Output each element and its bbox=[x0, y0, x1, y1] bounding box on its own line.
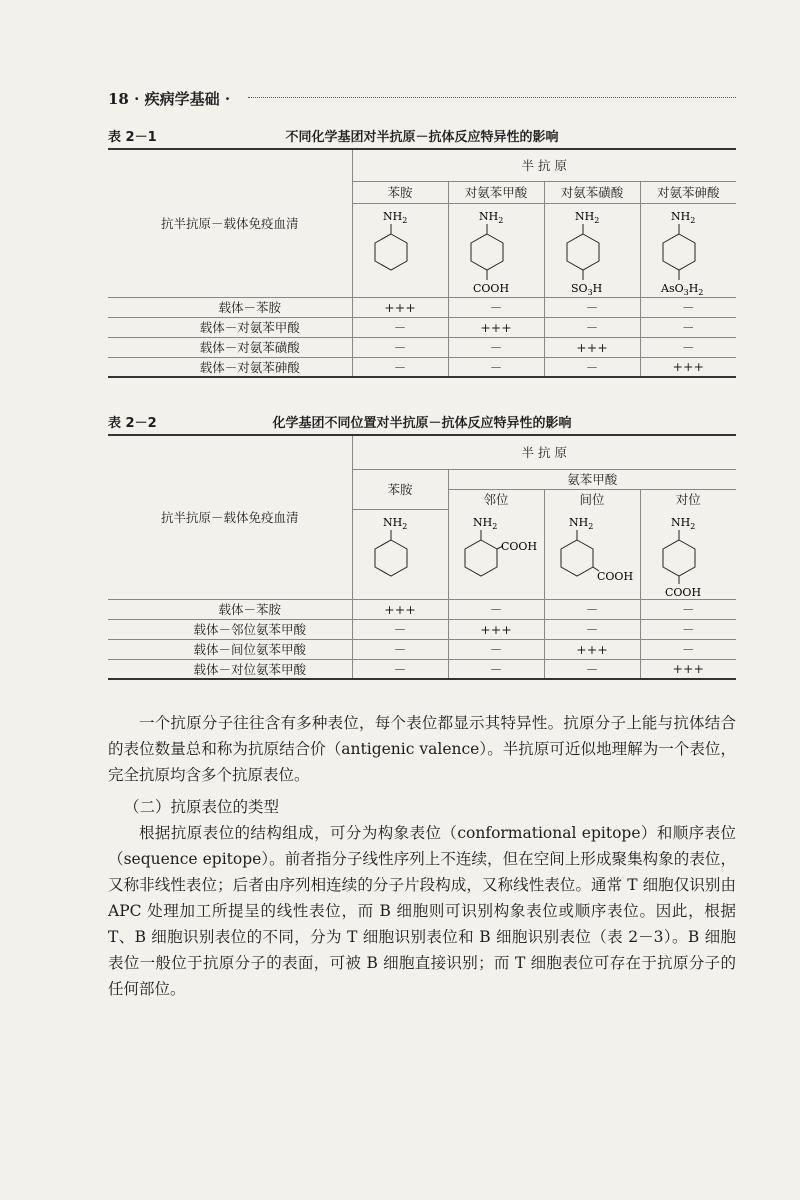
table2-structure-ortho bbox=[448, 509, 544, 599]
row-label: 载体－对氨苯砷酸 bbox=[108, 357, 352, 377]
page-header: 18 · 疾病学基础 · bbox=[108, 88, 736, 109]
table2-row-header: 抗半抗原－载体免疫血清 bbox=[160, 510, 299, 526]
table-row bbox=[108, 619, 736, 639]
table-cell: － bbox=[448, 297, 544, 317]
svg-text:NH2: $NH_2$ bbox=[383, 516, 408, 531]
table-cell: － bbox=[544, 599, 640, 619]
svg-text:NH2: $NH_2$ bbox=[479, 210, 504, 225]
benzene-ring-icon bbox=[355, 204, 445, 296]
table2-row-header-cell bbox=[108, 435, 352, 599]
table-cell: +++ bbox=[544, 337, 640, 357]
table-cell: +++ bbox=[544, 639, 640, 659]
table-row bbox=[108, 639, 736, 659]
table1-structure-arsanilic bbox=[640, 203, 736, 297]
table-row bbox=[108, 357, 736, 377]
table-cell: － bbox=[448, 337, 544, 357]
page-number: 18 bbox=[108, 90, 129, 108]
benzene-ring-icon bbox=[643, 510, 733, 598]
benzene-ring-icon bbox=[643, 204, 733, 296]
svg-text:COOH: COOH bbox=[597, 569, 634, 583]
table-cell: － bbox=[640, 599, 736, 619]
table1-col-name: 对氨苯砷酸 bbox=[640, 181, 736, 203]
table-cell: － bbox=[352, 357, 448, 377]
table-cell: － bbox=[544, 357, 640, 377]
section-subheading: （二）抗原表位的类型 bbox=[124, 798, 280, 816]
book-title: 疾病学基础 bbox=[144, 90, 220, 108]
table2-sub-group-header: 氨苯甲酸 bbox=[448, 469, 736, 489]
table-cell: +++ bbox=[640, 659, 736, 679]
table2-structure-aniline bbox=[352, 509, 448, 599]
benzene-ring-icon bbox=[355, 510, 445, 598]
row-label: 载体－苯胺 bbox=[108, 599, 352, 619]
svg-text:COOH: COOH bbox=[665, 585, 702, 598]
table-cell: － bbox=[640, 317, 736, 337]
table-cell: － bbox=[640, 297, 736, 317]
table-cell: － bbox=[448, 599, 544, 619]
benzene-ring-icon bbox=[547, 204, 637, 296]
svg-text:SO3H: $SO_3H$ bbox=[571, 282, 603, 296]
table1-structure-sulfanilic bbox=[544, 203, 640, 297]
body-text bbox=[108, 710, 736, 1002]
table-row bbox=[108, 599, 736, 619]
row-label: 载体－对氨苯磺酸 bbox=[108, 337, 352, 357]
table1-row-header-cell bbox=[108, 149, 352, 297]
table-cell: +++ bbox=[448, 619, 544, 639]
table2-group-header: 半 抗 原 bbox=[352, 435, 736, 469]
table2-col-name: 邻位 bbox=[448, 489, 544, 509]
table1-group-header: 半 抗 原 bbox=[352, 149, 736, 181]
table-cell: － bbox=[448, 357, 544, 377]
table-cell: － bbox=[448, 659, 544, 679]
table1-col-name: 对氨苯磺酸 bbox=[544, 181, 640, 203]
svg-text:NH2: $NH_2$ bbox=[569, 515, 594, 531]
table1 bbox=[108, 148, 736, 378]
table-cell: － bbox=[640, 639, 736, 659]
table-cell: +++ bbox=[352, 297, 448, 317]
table-cell: － bbox=[352, 659, 448, 679]
table-cell: － bbox=[640, 337, 736, 357]
benzene-ring-icon bbox=[547, 510, 637, 598]
header-rule bbox=[248, 97, 736, 98]
row-label: 载体－间位氨苯甲酸 bbox=[108, 639, 352, 659]
table-row bbox=[108, 317, 736, 337]
benzene-ring-icon bbox=[451, 204, 541, 296]
row-label: 载体－对氨苯甲酸 bbox=[108, 317, 352, 337]
table-cell: － bbox=[448, 639, 544, 659]
table-row bbox=[108, 297, 736, 317]
table1-col-name: 苯胺 bbox=[352, 181, 448, 203]
svg-text:NH2: $NH_2$ bbox=[671, 210, 696, 225]
table-row bbox=[108, 337, 736, 357]
table-cell: － bbox=[352, 317, 448, 337]
paragraph: 一个抗原分子往往含有多种表位，每个表位都显示其特异性。抗原分子上能与抗体结合的表位数量总和称为抗原结合价（antigenic valence）。半抗原可近似地理解为一个表位，完全抗原均含多个抗原表位。 bbox=[108, 714, 736, 784]
table2-structure-para bbox=[640, 509, 736, 599]
table-cell: － bbox=[544, 317, 640, 337]
table-cell: － bbox=[352, 619, 448, 639]
svg-text:AsO3H2: $AsO_3H_2$ bbox=[661, 282, 704, 296]
table-cell: － bbox=[544, 297, 640, 317]
table2-number: 表 2－2 bbox=[108, 416, 157, 431]
table2-structure-meta bbox=[544, 509, 640, 599]
table2 bbox=[108, 434, 736, 680]
table2-title: 化学基团不同位置对半抗原－抗体反应特异性的影响 bbox=[272, 416, 572, 431]
table2-col-name: 苯胺 bbox=[352, 469, 448, 509]
table-cell: － bbox=[544, 619, 640, 639]
svg-text:NH2: $NH_2$ bbox=[473, 515, 498, 531]
svg-text:NH2: $NH_2$ bbox=[671, 515, 696, 531]
table1-structure-aminobenzoic bbox=[448, 203, 544, 297]
table-cell: +++ bbox=[448, 317, 544, 337]
table2-col-name: 间位 bbox=[544, 489, 640, 509]
table1-row-header: 抗半抗原－载体免疫血清 bbox=[160, 216, 299, 232]
table1-number: 表 2－1 bbox=[108, 130, 157, 145]
row-label: 载体－苯胺 bbox=[108, 297, 352, 317]
table1-title: 不同化学基团对半抗原－抗体反应特异性的影响 bbox=[285, 130, 559, 145]
table-cell: +++ bbox=[640, 357, 736, 377]
svg-text:COOH: COOH bbox=[473, 282, 510, 295]
table-cell: － bbox=[544, 659, 640, 679]
paragraph: 根据抗原表位的结构组成，可分为构象表位（conformational epitope）和顺序表位（sequence epitope）。前者指分子线性序列上不连续，但在空间上形成聚集构象的表位，又称非线性表位；后者由序列相连续的分子片段构成，又称线性表位。通常 T 细胞仅识别由 APC 处理加工所提呈的线性表位，而 B 细胞则可识别构象表位或顺序表位。因此，根据 T、B 细胞识别表位的不同，分为 T 细胞识别表位和 B 细胞识别表位（表 2－3）。B 细胞表位一般位于抗原分子的表面，可被 B 细胞直接识别；而 T 细胞表位可存在于抗原分子的任何部位。 bbox=[108, 824, 737, 998]
svg-text:NH2: $NH_2$ bbox=[575, 210, 600, 225]
table-cell: +++ bbox=[352, 599, 448, 619]
benzene-ring-icon bbox=[451, 510, 541, 598]
table-cell: － bbox=[352, 639, 448, 659]
chem-top-sub: $NH_2$ bbox=[383, 210, 408, 225]
table1-structure-aniline bbox=[352, 203, 448, 297]
table2-col-name: 对位 bbox=[640, 489, 736, 509]
table1-col-name: 对氨苯甲酸 bbox=[448, 181, 544, 203]
svg-text:COOH: COOH bbox=[501, 539, 538, 553]
row-label: 载体－邻位氨苯甲酸 bbox=[108, 619, 352, 639]
table-row bbox=[108, 659, 736, 679]
table-cell: － bbox=[640, 619, 736, 639]
table-cell: － bbox=[352, 337, 448, 357]
row-label: 载体－对位氨苯甲酸 bbox=[108, 659, 352, 679]
